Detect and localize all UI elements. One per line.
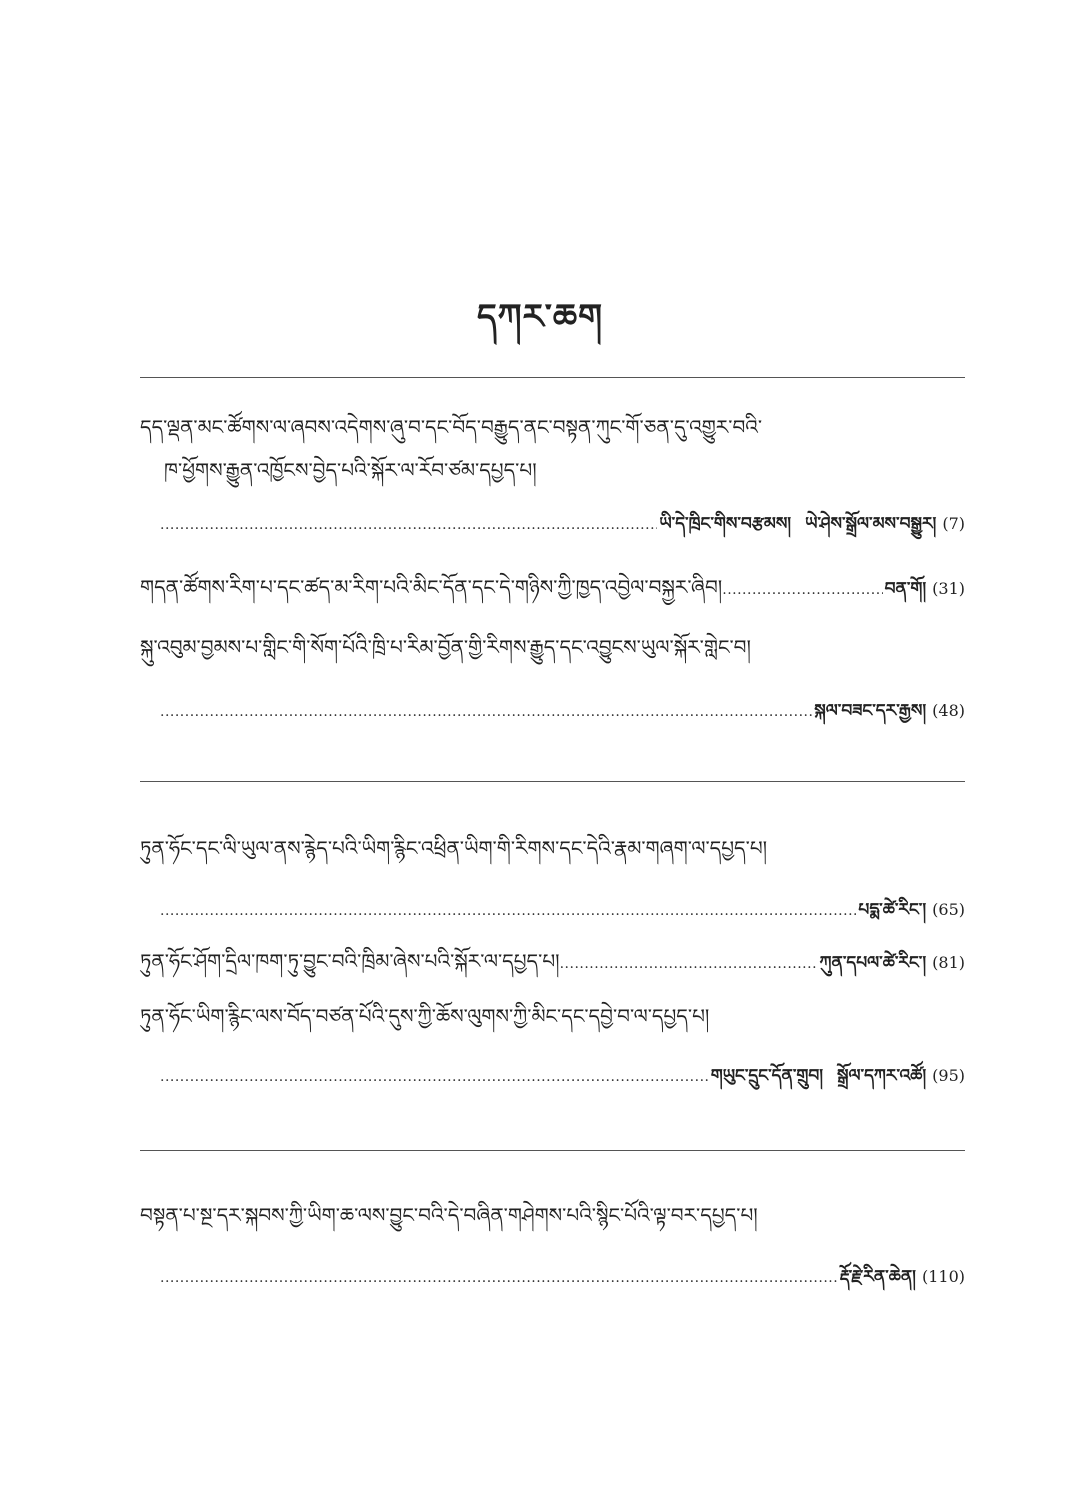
section-divider — [140, 781, 965, 782]
author-name: རྡོ་རྗེ་རིན་ཆེན། — [839, 1267, 916, 1287]
toc-entry-byline — [160, 509, 965, 540]
page-number[interactable]: (65) — [932, 900, 965, 919]
dot-leader — [160, 1263, 838, 1293]
page-number[interactable]: (48) — [932, 701, 965, 720]
toc-entry-title[interactable]: དད་ལྡན་མང་ཚོགས་ལ་ཞབས་འདེགས་ཞུ་བ་དང་བོད་བརྒྱུད་ནང་བསྟན་ཀུང་གོ་ཅན་དུ་འགྱུར་བའི་ — [140, 415, 763, 439]
toc-entry-title[interactable]: ཏུན་ཧོང་དང་ལི་ཡུལ་ནས་རྙེད་པའི་ཡིག་རྙིང་འཕྲིན་ཡིག་གི་རིགས་དང་དེའི་རྣམ་གཞག་ལ་དཔྱད་པ། — [140, 836, 768, 860]
toc-entry-title[interactable]: བསྟན་པ་སྔ་དར་སྐབས་ཀྱི་ཡིག་ཆ་ལས་བྱུང་བའི་དེ་བཞིན་གཤེགས་པའི་སྙིང་པོའི་ལྟ་བར་དཔྱད་པ། — [140, 1203, 758, 1227]
dot-leader — [160, 1062, 709, 1092]
author-name: ཀུན་དཔལ་ཚེ་རིང་། — [819, 953, 927, 973]
section-divider — [140, 377, 965, 378]
dot-leader — [560, 949, 818, 979]
page-number[interactable]: (110) — [921, 1267, 965, 1286]
toc-entry-title[interactable]: ཏུན་ཧོང་ཤོག་དྲིལ་ཁག་ཏུ་བྱུང་བའི་ཁྲིམ་ཞེས་པའི་སྐོར་ལ་དཔྱད་པ། — [140, 949, 560, 973]
toc-entry-title[interactable]: ཏུན་ཧོང་ཡིག་རྙིང་ལས་བོད་བཙན་པོའི་དུས་ཀྱི་ཆོས་ལུགས་ཀྱི་མིང་དང་དབྱེ་བ་ལ་དཔྱད་པ། — [140, 1004, 710, 1028]
page-number[interactable]: (95) — [932, 1066, 965, 1085]
toc-entry-title[interactable]: སྐུ་འབུམ་བྱམས་པ་གླིང་གི་སོག་པོའི་ཁྲི་པ་རིམ་བྱོན་གྱི་རིགས་རྒྱུད་དང་འབྱུངས་ཡུལ་སྐོར་གླེང་བ། — [140, 635, 751, 659]
toc-entry-title[interactable]: ཁ་ཕྱོགས་རྒྱུན་འཁྱོངས་བྱེད་པའི་སྐོར་ལ་རོབ་ཙམ་དཔྱད་པ། — [164, 458, 537, 482]
dot-leader — [160, 510, 657, 540]
toc-entry-byline — [160, 696, 965, 727]
translator-name: ཡེ་ཤེས་སྒྲོལ་མས་བསྒྱུར། — [805, 514, 937, 534]
page-number[interactable]: (81) — [932, 953, 965, 972]
section-divider — [140, 1150, 965, 1151]
author-name: གཡུང་དྲུང་དོན་གྲུབ། — [710, 1066, 824, 1086]
toc-entry-byline — [160, 1262, 965, 1293]
dot-leader — [160, 896, 856, 926]
author-name: བན་གོ། — [884, 579, 927, 599]
page-number[interactable]: (7) — [942, 514, 965, 533]
page-title: དཀར་ཆག — [476, 297, 604, 337]
page-number[interactable]: (31) — [932, 579, 965, 598]
dot-leader — [722, 575, 882, 605]
toc-entry-title[interactable]: གདན་ཚོགས་རིག་པ་དང་ཚད་མ་རིག་པའི་མིང་དོན་དང་དེ་གཉིས་ཀྱི་ཁྱད་འབྱེལ་བསྐྱར་ཞིབ། — [140, 575, 723, 599]
dot-leader — [160, 697, 812, 727]
author-name: ཡི་དེ་ཁྲིང་གིས་བརྩམས། — [659, 514, 792, 534]
toc-entry[interactable] — [140, 946, 965, 979]
author-name: སྐལ་བཟང་དར་རྒྱས། — [814, 701, 927, 721]
toc-entry-byline — [160, 895, 965, 926]
author-name: སྒྲོལ་དཀར་འཚོ། — [837, 1066, 927, 1086]
toc-entry[interactable] — [140, 572, 965, 605]
author-name: པདྨ་ཚེ་རིང་། — [858, 900, 927, 920]
toc-entry-byline — [160, 1061, 965, 1092]
